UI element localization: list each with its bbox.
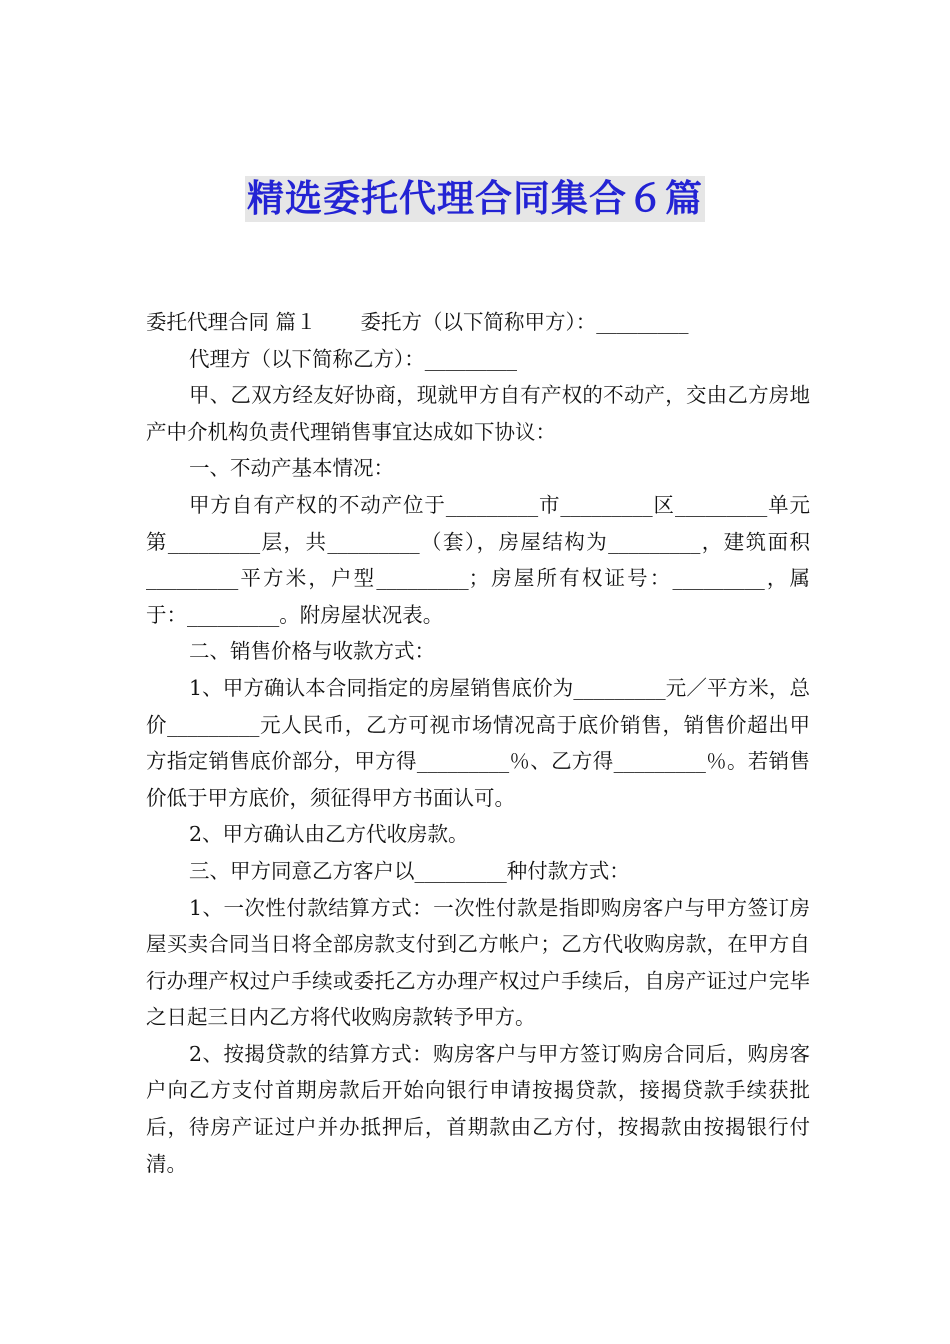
paragraph-price: 1、甲方确认本合同指定的房屋销售底价为_________元／平方米，总价_________元人民币，乙方可视市场情况高于底价销售，销售价超出甲方指定销售底价部分，甲方得_________％、乙方得_________％。若销售价低于甲方底价，须征得甲方书面认可。 (146, 675, 810, 810)
paragraph-intro: 甲、乙双方经友好协商，现就甲方自有产权的不动产，交由乙方房地产中介机构负责代理销售事宜达成如下协议： (146, 383, 810, 444)
section-two-heading: 二、销售价格与收款方式： (189, 639, 435, 664)
paragraph-collect: 2、甲方确认由乙方代收房款。 (189, 822, 469, 847)
section-three-heading: 三、甲方同意乙方客户以_________种付款方式： (189, 858, 630, 883)
first-line (146, 304, 810, 341)
section-one-heading: 一、不动产基本情况： (189, 456, 394, 481)
document-title: 精选委托代理合同集合６篇 (247, 177, 703, 220)
section-heading: 委托代理合同 篇１ (146, 310, 317, 334)
paragraph-mortgage: 2、按揭贷款的结算方式：购房客户与甲方签订购房合同后，购房客户向乙方支付首期房款后开始向银行申请按揭贷款，接揭贷款手续获批后，待房产证过户并办抵押后，首期款由乙方付，按揭款由按揭银行付清。 (146, 1041, 810, 1176)
document-body (146, 304, 810, 1182)
paragraph-property: 甲方自有产权的不动产位于_________市_________区_________单元第_________层，共_________（套），房屋结构为_________，建筑面积_________平方米，户型_________；房屋所有权证号：_________，属于：_________。附房屋状况表。 (146, 492, 810, 627)
paragraph-agent: 代理方（以下简称乙方）：_________ (189, 346, 517, 371)
paragraph-client: 委托方（以下简称甲方）：_________ (360, 310, 689, 334)
paragraph-lump-sum: 1、一次性付款结算方式：一次性付款是指即购房客户与甲方签订房屋买卖合同当日将全部房款支付到乙方帐户；乙方代收购房款，在甲方自行办理产权过户手续或委托乙方办理产权过户手续后，自房产证过户完毕之日起三日内乙方将代收购房款转予甲方。 (146, 895, 810, 1030)
title-container (0, 176, 950, 222)
